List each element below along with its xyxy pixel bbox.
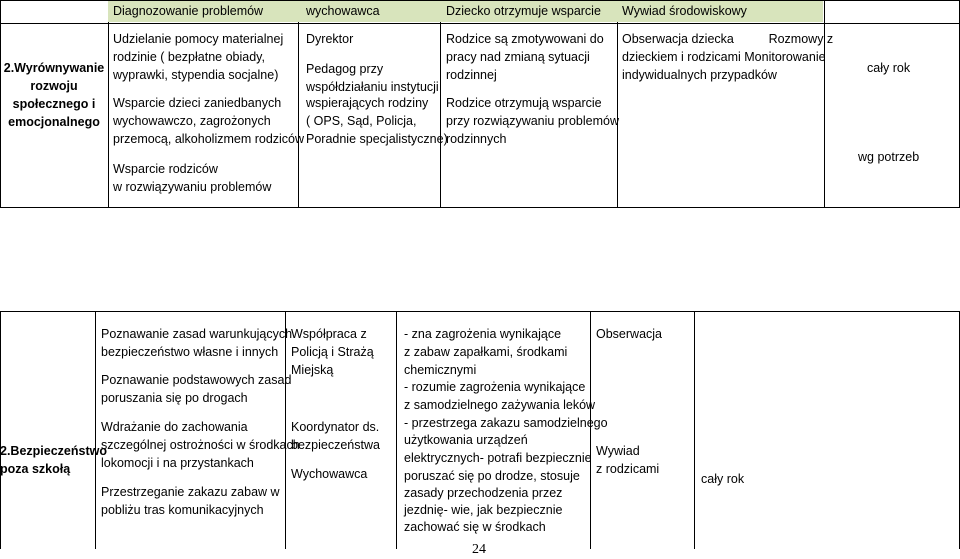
header-diagnosis: Diagnozowanie problemów	[113, 4, 264, 18]
evaluation-line: z rodzicami	[596, 462, 660, 476]
responsible-line: Dyrektor	[306, 32, 354, 46]
evaluation-line: indywidualnych przypadków	[622, 68, 777, 82]
column-divider	[440, 1, 441, 207]
responsible-line: Współpraca z	[291, 327, 367, 341]
header-evaluation: Wywiad środowiskowy	[622, 4, 747, 18]
effect-line: - rozumie zagrożenia wynikające	[404, 380, 586, 394]
responsible-line: Koordynator ds.	[291, 420, 380, 434]
responsible-line: bezpieczeństwa	[291, 438, 380, 452]
term-value: cały rok	[867, 61, 911, 75]
task-line: Wsparcie dzieci zaniedbanych	[113, 96, 282, 110]
responsible-line: Poradnie specjalistyczne)	[306, 132, 448, 146]
evaluation-line: Obserwacja	[596, 327, 662, 341]
effect-line: elektrycznych- potrafi bezpiecznie	[404, 451, 592, 465]
effect-line: przy rozwiązywaniu problemów	[446, 114, 619, 128]
responsible-line: wspierających rodziny	[306, 96, 429, 110]
effect-line: - przestrzega zakazu samodzielnego	[404, 416, 608, 430]
column-divider	[298, 1, 299, 207]
task-line: pobliżu tras komunikacyjnych	[101, 503, 264, 517]
effect-line: rodzinnej	[446, 68, 497, 82]
evaluation-line: Wywiad	[596, 444, 640, 458]
effect-line: zachować się w środkach	[404, 520, 546, 534]
effect-line: pracy nad zmianą sytuacji	[446, 50, 590, 64]
responsible-line: Policją i Strażą	[291, 345, 374, 359]
effect-line: Rodzice są zmotywowani do	[446, 32, 604, 46]
section-2-title-line: 2.Bezpieczeństwo	[0, 444, 107, 458]
task-line: Wsparcie rodziców	[113, 162, 218, 176]
column-divider	[396, 312, 397, 549]
task-line: przemocą, alkoholizmem rodziców	[113, 132, 305, 146]
effect-line: z samodzielnego zażywania leków	[404, 398, 596, 412]
task-line: wychowawczo, zagrożonych	[113, 114, 271, 128]
effect-line: zasady przechodzenia przez	[404, 486, 563, 500]
column-divider	[285, 312, 286, 549]
term-value: wg potrzeb	[858, 150, 920, 164]
task-line: Poznawanie zasad warunkujących	[101, 327, 293, 341]
effect-line: jezdnię- wie, jak bezpiecznie	[404, 503, 563, 517]
task-line: rodzinie ( bezpłatne obiady,	[113, 50, 265, 64]
responsible-line: współdziałaniu instytucji	[306, 80, 439, 94]
evaluation-line: Obserwacja dziecka Rozmowy z	[622, 32, 834, 46]
task-line: lokomocji i na przystankach	[101, 456, 254, 470]
evaluation-line: dzieckiem i rodzicami Monitorowanie	[622, 50, 826, 64]
term-value: cały rok	[701, 472, 745, 486]
section-2-title-line: poza szkołą	[0, 462, 71, 476]
task-line: szczególnej ostrożności w środkach	[101, 438, 300, 452]
page-number: 24	[472, 542, 486, 557]
header-responsible: wychowawca	[306, 4, 380, 18]
task-line: poruszania się po drogach	[101, 391, 248, 405]
section-1-title: 2.Wyrównywanie rozwoju społecznego i emocjonalnego	[3, 61, 105, 129]
responsible-line: Pedagog przy	[306, 62, 384, 76]
responsible-line: Wychowawca	[291, 467, 368, 481]
task-line: Udzielanie pomocy materialnej	[113, 32, 284, 46]
effect-line: z zabaw zapałkami, środkami	[404, 345, 568, 359]
effect-line: Rodzice otrzymują wsparcie	[446, 96, 602, 110]
column-divider	[108, 1, 109, 207]
task-line: Wdrażanie do zachowania	[101, 420, 248, 434]
effect-line: - zna zagrożenia wynikające	[404, 327, 562, 341]
effect-line: użytkowania urządzeń	[404, 433, 528, 447]
column-divider	[617, 1, 618, 207]
task-line: Przestrzeganie zakazu zabaw w	[101, 485, 280, 499]
responsible-line: ( OPS, Sąd, Policja,	[306, 114, 417, 128]
task-line: bezpieczeństwo własne i innych	[101, 345, 279, 359]
effect-line: chemicznymi	[404, 363, 477, 377]
responsible-line: Miejską	[291, 363, 334, 377]
header-effect: Dziecko otrzymuje wsparcie	[446, 4, 601, 18]
header-row-divider	[1, 23, 959, 24]
task-line: wyprawki, stypendia socjalne)	[113, 68, 279, 82]
column-divider	[95, 312, 96, 549]
effect-line: poruszać się po drodze, stosuje	[404, 469, 580, 483]
task-line: Poznawanie podstawowych zasad	[101, 373, 292, 387]
task-line: w rozwiązywaniu problemów	[113, 180, 272, 194]
column-divider	[694, 312, 695, 549]
effect-line: rodzinnych	[446, 132, 507, 146]
